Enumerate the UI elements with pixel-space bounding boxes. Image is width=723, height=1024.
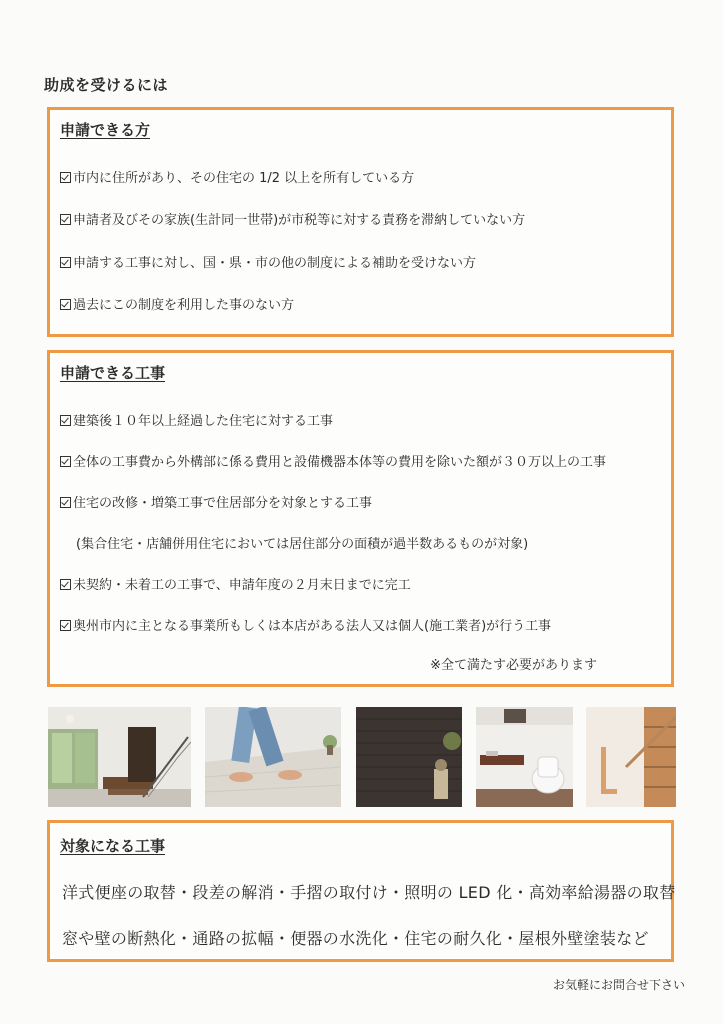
dark-wall-photo (356, 707, 462, 807)
works-item (60, 451, 606, 470)
applicant-item (60, 294, 294, 313)
works-item (60, 574, 411, 593)
works-box (47, 350, 674, 687)
checkbox-icon (60, 620, 71, 631)
applicant-box (47, 107, 674, 337)
works-item-text: 住宅の改修・増築工事で住居部分を対象とする工事 (73, 496, 373, 511)
checkbox-icon (60, 257, 71, 268)
applicant-item (60, 167, 414, 186)
checkbox-icon (60, 579, 71, 590)
works-sub-note: (集合住宅・店舗併用住宅においては居住部分の面積が過半数あるものが対象) (76, 537, 529, 552)
target-heading: 対象になる工事 (60, 837, 166, 855)
checkbox-icon (60, 299, 71, 310)
checkbox-icon (60, 172, 71, 183)
checkbox-icon (60, 214, 71, 225)
works-item-text: 全体の工事費から外構部に係る費用と設備機器本体等の費用を除いた額が３０万以上の工事 (73, 455, 607, 470)
applicant-item (60, 252, 476, 271)
target-line: 洋式便座の取替・段差の解消・手摺の取付け・照明の LED 化・高効率給湯器の取替 (62, 883, 676, 902)
works-item (60, 492, 372, 511)
target-line: 窓や壁の断熱化・通路の拡幅・便器の水洗化・住宅の耐久化・屋根外壁塗装など (62, 929, 649, 948)
toilet-room-photo (476, 707, 573, 807)
applicant-item-text: 過去にこの制度を利用した事のない方 (73, 298, 295, 313)
applicant-heading: 申請できる方 (60, 121, 151, 139)
works-note: ※全て満たす必要があります (430, 658, 597, 673)
applicant-item-text: 市内に住所があり、その住宅の 1/2 以上を所有している方 (73, 171, 415, 186)
works-item (60, 615, 551, 634)
photo-strip (48, 707, 676, 807)
checkbox-icon (60, 456, 71, 467)
works-item-text: 奥州市内に主となる事業所もしくは本店がある法人又は個人(施工業者)が行う工事 (73, 619, 552, 634)
checkbox-icon (60, 415, 71, 426)
applicant-item-text: 申請者及びその家族(生計同一世帯)が市税等に対する責務を滞納していない方 (73, 213, 526, 228)
footer-contact: お気軽にお問合せ下さい (552, 978, 685, 992)
target-box (47, 820, 674, 962)
handrail-stairs-photo (586, 707, 676, 807)
works-heading: 申請できる工事 (60, 364, 166, 382)
living-room-photo (48, 707, 191, 807)
applicant-item-text: 申請する工事に対し、国・県・市の他の制度による補助を受けない方 (73, 256, 477, 271)
works-item (60, 410, 333, 429)
works-item-text: 未契約・未着工の工事で、申請年度の２月末日までに完工 (73, 578, 411, 593)
applicant-item (60, 209, 525, 228)
works-item-text: 建築後１０年以上経過した住宅に対する工事 (73, 414, 334, 429)
checkbox-icon (60, 497, 71, 508)
page-title: 助成を受けるには (44, 76, 169, 94)
feet-on-floor-photo (205, 707, 341, 807)
